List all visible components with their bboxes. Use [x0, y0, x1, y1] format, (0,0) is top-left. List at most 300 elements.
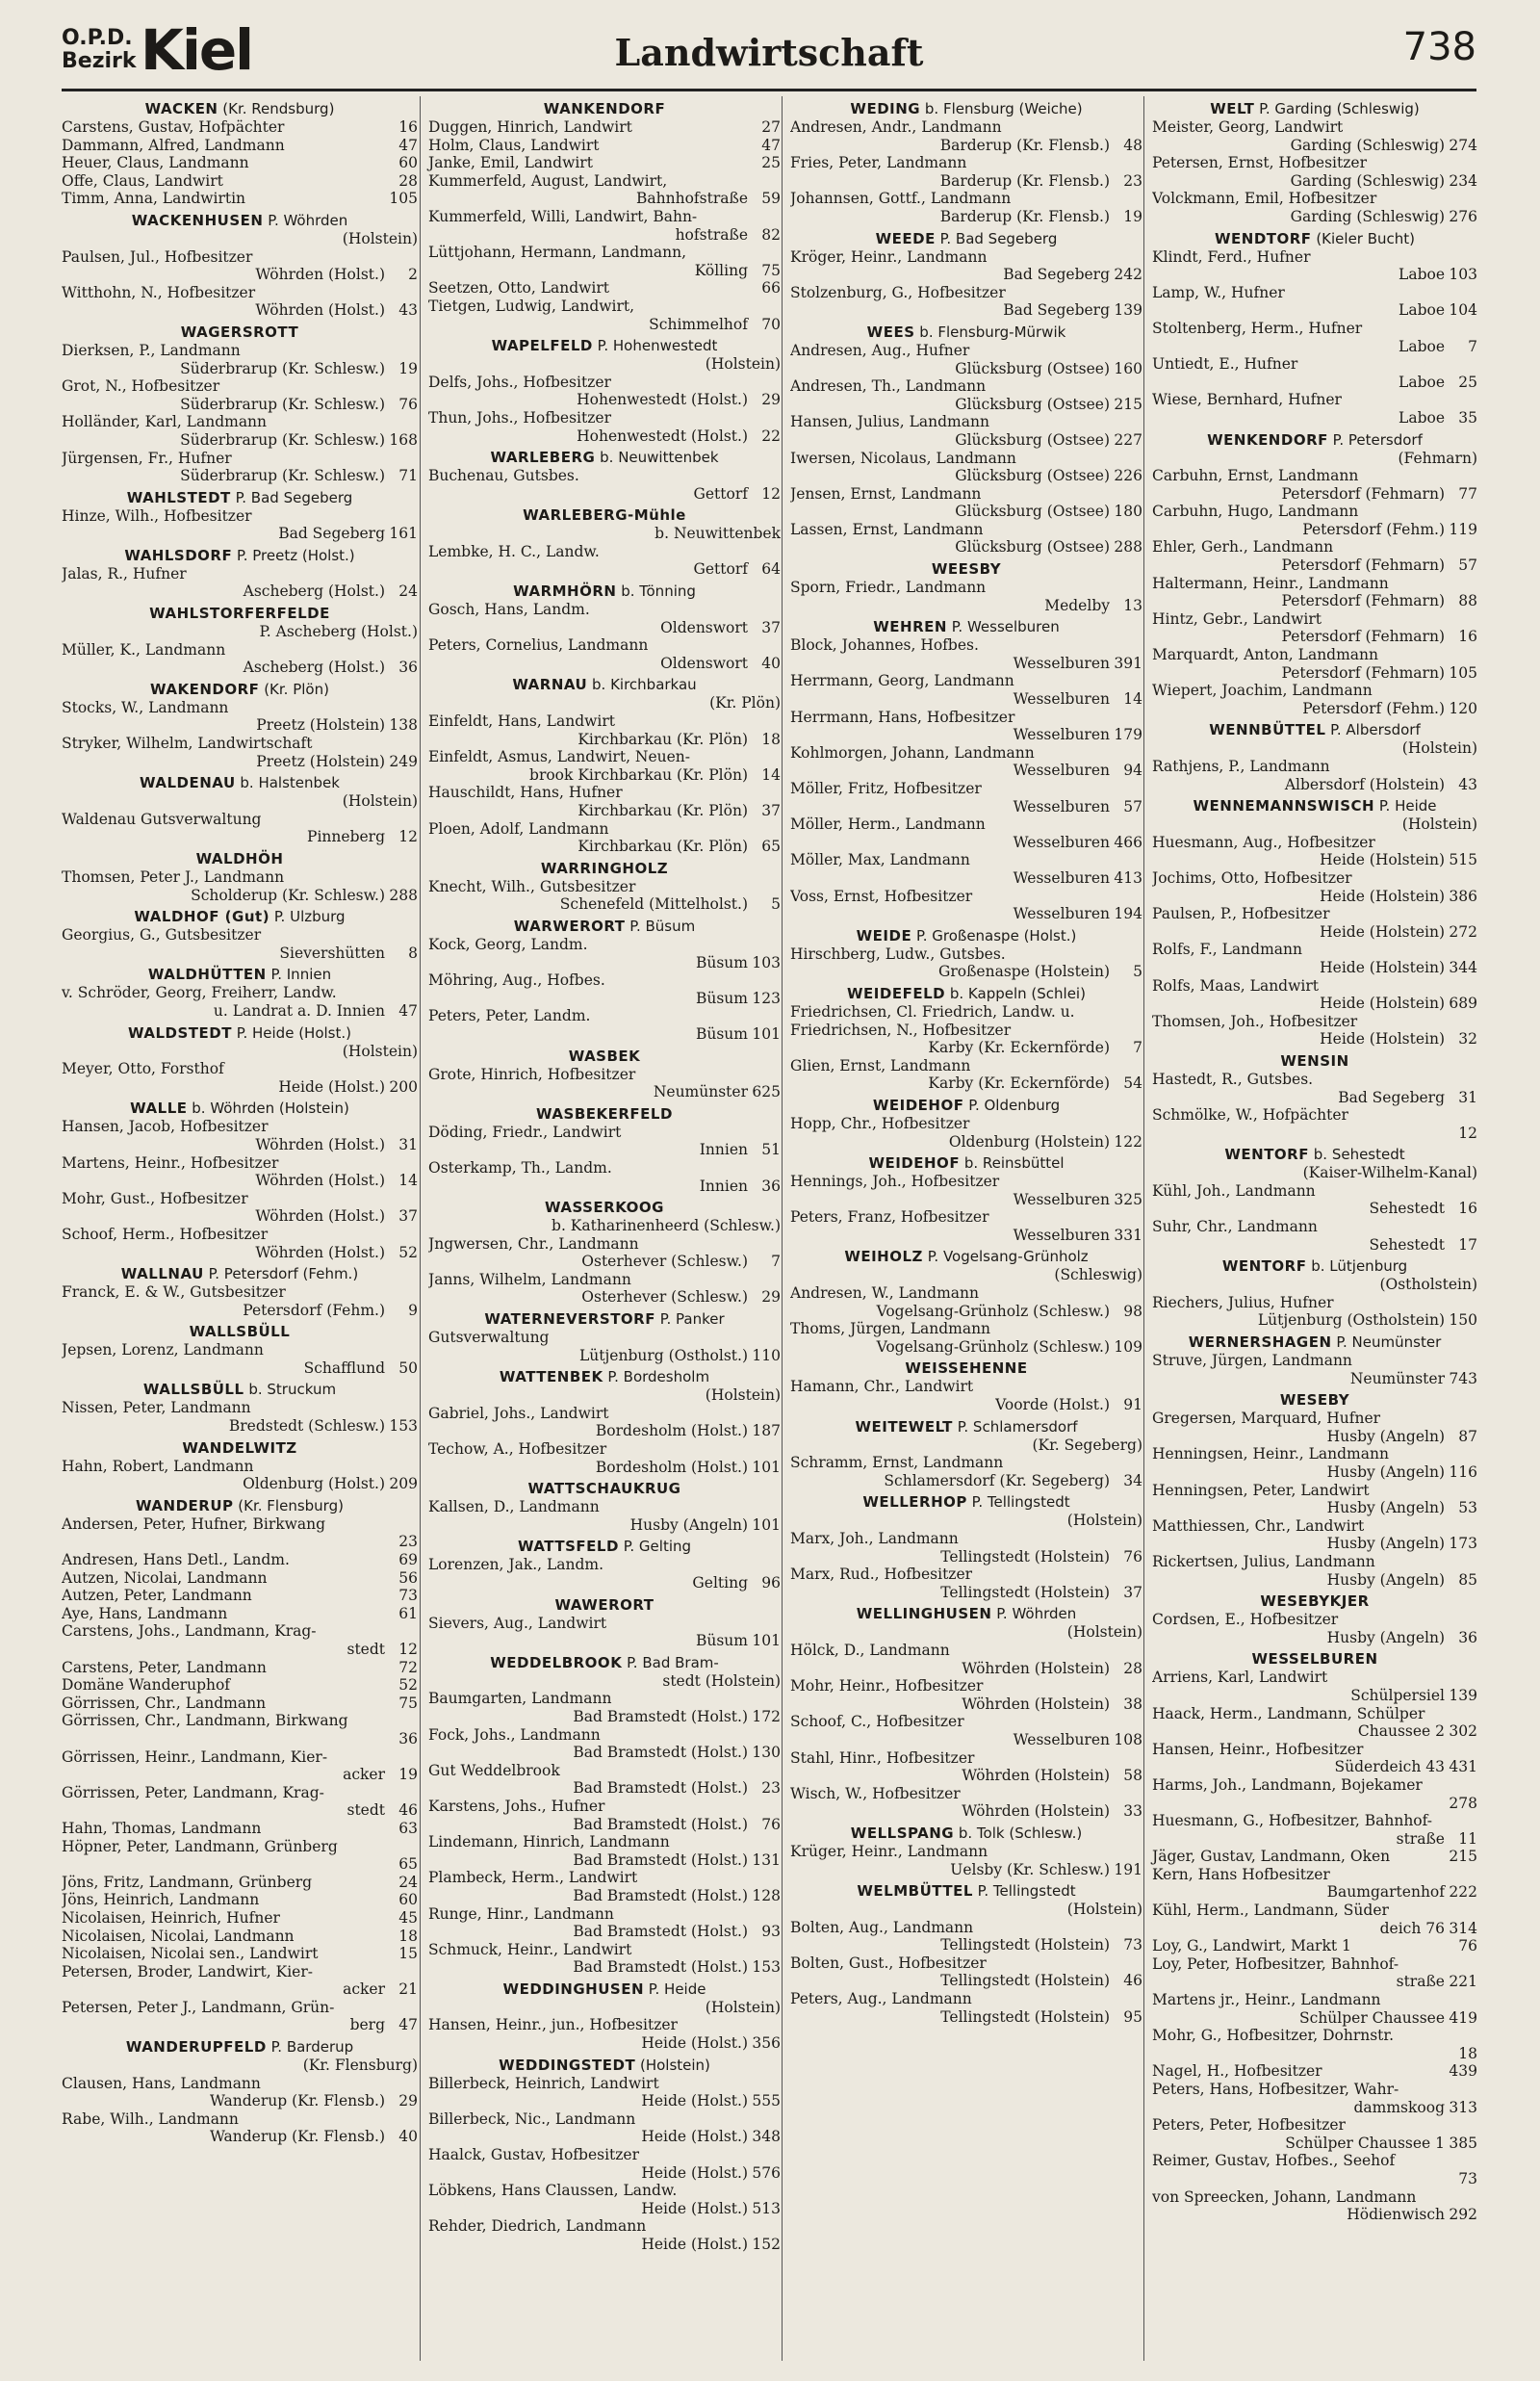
place-subline: (Ostholstein): [1379, 1276, 1477, 1294]
place-section: [62, 1380, 418, 1435]
entry-address: Wöhrden (Holst.): [255, 1207, 385, 1226]
entry-name: Martens jr., Heinr., Landmann: [1152, 1991, 1381, 2009]
entry-address: Oldenburg (Holst.): [243, 1475, 385, 1493]
entry-address: Neumünster: [653, 1083, 748, 1101]
entry-address-line: [62, 2128, 418, 2146]
entry-name: Schramm, Ernst, Landmann: [790, 1454, 1004, 1472]
place-heading: [428, 1198, 781, 1217]
entry-number: 9: [408, 1301, 418, 1319]
entry-name: Thomsen, Joh., Hofbesitzer: [1152, 1012, 1358, 1030]
place-post: P. Barderup: [270, 2038, 354, 2057]
entry-address: Voorde (Holst.): [995, 1396, 1110, 1414]
entry-name: Einfeldt, Asmus, Landwirt, Neuen-: [428, 748, 691, 766]
entry-address: Wesselburen: [1013, 654, 1110, 672]
entry-number: 53: [1458, 1499, 1477, 1517]
entry-address: Tellingstedt (Holstein): [940, 1547, 1110, 1566]
entry-address-line: [62, 525, 418, 543]
entry-name: Glien, Ernst, Landmann: [790, 1056, 971, 1074]
place-heading: [1152, 1051, 1477, 1071]
place-post: P. Oldenburg: [968, 1096, 1061, 1114]
directory-entry: [428, 971, 781, 1007]
directory-entry: [1152, 1517, 1477, 1553]
directory-entry: [428, 1271, 781, 1307]
directory-entry: [428, 279, 781, 298]
entry-line: [1152, 1937, 1477, 1955]
entry-address: Wöhrden (Holst.): [255, 1243, 385, 1261]
entry-number: 47: [398, 2016, 418, 2034]
entry-number: 93: [761, 1923, 781, 1941]
entry-address-line: [428, 2092, 781, 2110]
entry-address: Gelting: [692, 1574, 748, 1592]
entry-number: 23: [1123, 171, 1142, 190]
entry-address-line: [1152, 1758, 1477, 1776]
entry-number: 52: [398, 1243, 418, 1261]
entry-address: Wesselburen: [1013, 690, 1110, 709]
entry-address-line: [1152, 374, 1477, 392]
place-section: [62, 488, 418, 543]
entry-address-line: [790, 360, 1142, 378]
directory-entry: [790, 248, 1142, 284]
entry-number: 14: [1123, 690, 1142, 709]
entry-name: Holm, Claus, Landwirt: [428, 136, 600, 154]
entry-name: Riechers, Julius, Hufner: [1152, 1293, 1334, 1311]
place-name: WELLINGHUSEN: [856, 1605, 992, 1623]
entry-number: 36: [398, 659, 418, 677]
entry-address-line: [1152, 1236, 1477, 1255]
entry-number: 25: [1458, 373, 1477, 391]
place-subline: (Holstein): [1066, 1901, 1142, 1919]
entry-number: 242: [1114, 266, 1142, 284]
entry-address: Husby (Angeln): [1326, 1628, 1445, 1646]
entry-address-line: [1152, 888, 1477, 906]
directory-entry: [62, 1341, 418, 1377]
entry-name: Block, Johannes, Hofbes.: [790, 636, 979, 655]
place-heading: [1152, 1256, 1477, 1276]
directory-entry: [62, 342, 418, 377]
entry-name: Kohlmorgen, Johann, Landmann: [790, 743, 1035, 762]
entry-address: Schülper Chaussee: [1299, 2008, 1445, 2027]
place-post: b. Tönning: [621, 582, 696, 601]
entry-number: 85: [1458, 1570, 1477, 1589]
entry-address-line: [62, 1207, 418, 1226]
directory-entry: [1152, 467, 1477, 503]
entry-address-line: [62, 887, 418, 905]
place-name: WALDSTEDT: [128, 1023, 232, 1042]
entry-number: 249: [389, 752, 418, 770]
directory-entry: [1152, 248, 1477, 284]
entry-address-line: [790, 301, 1142, 320]
entry-number: 56: [398, 1568, 418, 1587]
directory-entry: [428, 1905, 781, 1941]
entry-name: Möller, Max, Landmann: [790, 851, 970, 869]
entry-address: Glücksburg (Ostsee): [955, 467, 1110, 485]
directory-entry: [62, 190, 418, 208]
entry-address: Schlamersdorf (Kr. Segeberg): [884, 1471, 1110, 1489]
entry-number: 37: [761, 802, 781, 819]
entry-address-line: [62, 1302, 418, 1320]
entry-number: 200: [389, 1077, 418, 1096]
entry-address-line: [428, 1516, 781, 1535]
entry-number: 16: [1458, 628, 1477, 646]
entry-address-line: [1152, 1428, 1477, 1446]
entry-name: Kröger, Heinr., Landmann: [790, 247, 988, 266]
directory-entry: [1152, 977, 1477, 1013]
place-name: WAHLSTEDT: [126, 488, 231, 506]
directory-entry: [62, 735, 418, 770]
place-name: WAPELFELD: [491, 337, 593, 355]
place-name: WENNEMANNSWISCH: [1193, 797, 1375, 815]
directory-entry: [1152, 1218, 1477, 1254]
entry-name: Suhr, Chr., Landmann: [1152, 1218, 1318, 1236]
place-name: WATERNEVERSTORF: [484, 1310, 655, 1329]
entry-name: Offe, Claus, Landwirt: [62, 171, 223, 190]
place-section: [790, 1153, 1142, 1244]
entry-name: Franck, E. & W., Gutsbesitzer: [62, 1283, 286, 1302]
place-name: WESEBYKJER: [1260, 1592, 1370, 1611]
place-section: [790, 1359, 1142, 1413]
directory-entry: [62, 984, 418, 1020]
place-post: P. Innien: [270, 966, 332, 984]
entry-address-line: [428, 391, 781, 409]
place-section: [428, 1104, 781, 1195]
place-section: [62, 323, 418, 485]
place-section: [62, 2037, 418, 2146]
entry-line: [62, 1820, 418, 1838]
entry-address: Barderup (Kr. Flensb.): [939, 136, 1110, 154]
place-post: P. Vogelsang-Grünholz: [927, 1248, 1089, 1266]
directory-entry: [1152, 1294, 1477, 1330]
entry-address: Wöhrden (Holst.): [255, 301, 385, 320]
entry-address: Wöhrden (Holstein): [962, 1695, 1110, 1713]
directory-entry: [790, 284, 1142, 320]
entry-address-line: [1152, 301, 1477, 320]
directory-entry: [428, 2016, 781, 2052]
entry-number: 743: [1449, 1369, 1477, 1387]
entry-address: Wesselburen: [1013, 726, 1110, 744]
directory-entry: [428, 118, 781, 137]
entry-address: Büsum: [695, 1024, 748, 1043]
place-section: [790, 617, 1142, 923]
entry-address-line: [428, 1025, 781, 1044]
entry-number: 209: [389, 1475, 418, 1493]
entry-number: 28: [1123, 1659, 1142, 1677]
entry-name: Autzen, Nicolai, Landmann: [62, 1568, 268, 1587]
place-subline: P. Ascheberg (Holst.): [259, 623, 418, 641]
entry-address-line: [62, 1766, 418, 1784]
place-heading: [428, 1047, 781, 1066]
entry-name: Rolfs, Maas, Landwirt: [1152, 976, 1319, 995]
entry-number: 59: [761, 190, 781, 208]
entry-name: Gosch, Hans, Landm.: [428, 601, 590, 619]
entry-number: 139: [1449, 1686, 1477, 1704]
place-subline: (Holstein): [342, 229, 418, 247]
entry-address: Innien: [699, 1141, 748, 1159]
entry-number: 194: [1114, 905, 1142, 923]
place-name: WEITEWELT: [855, 1417, 953, 1436]
directory-entry: [1152, 758, 1477, 793]
place-section: [428, 1980, 781, 2053]
entry-address: Heide (Holst.): [641, 2092, 748, 2110]
place-heading: [790, 617, 1142, 636]
place-name: WALLE: [130, 1100, 188, 1118]
entry-address: Bordesholm (Holst.): [595, 1458, 748, 1476]
place-section: [428, 1367, 781, 1476]
directory-entry: [790, 780, 1142, 815]
entry-number: 120: [1449, 699, 1477, 717]
directory-entry: [1152, 1866, 1477, 1902]
directory-entry: [790, 1022, 1142, 1057]
entry-number: 344: [1449, 958, 1477, 976]
place-section: [1152, 1051, 1477, 1142]
entry-name: Marx, Rud., Hofbesitzer: [790, 1566, 973, 1584]
entry-address-line: [62, 1172, 418, 1190]
place-post: (Kr. Rendsburg): [222, 100, 335, 117]
entry-number: 272: [1449, 922, 1477, 941]
entry-address-line: [62, 1641, 418, 1659]
entry-name: Osterkamp, Th., Landm.: [428, 1158, 612, 1177]
directory-entry: [790, 1990, 1142, 2026]
place-section: [62, 604, 418, 677]
entry-name: Stolzenburg, G., Hofbesitzer: [790, 283, 1006, 301]
place-post: b. Neuwittenbek: [600, 449, 719, 467]
directory-entry: [790, 888, 1142, 923]
place-heading: [428, 1104, 781, 1124]
entry-address: Bad Bramstedt (Holst.): [573, 1886, 748, 1904]
entry-address-line: [1152, 1795, 1477, 1813]
entry-address-line: [790, 1396, 1142, 1414]
directory-entry: [1152, 682, 1477, 717]
entry-address-line: [62, 1078, 418, 1097]
place-section: [790, 323, 1142, 556]
place-section: [62, 1264, 418, 1319]
entry-name: Georgius, G., Gutsbesitzer: [62, 926, 262, 945]
place-name: WELT: [1210, 100, 1255, 117]
directory-entry: [1152, 1705, 1477, 1741]
entry-number: 23: [761, 1779, 781, 1798]
entry-name: Hauschildt, Hans, Hufner: [428, 784, 623, 802]
place-name: WERNERSHAGEN: [1188, 1333, 1332, 1352]
entry-address-line: [62, 301, 418, 320]
entry-name: Billerbeck, Heinrich, Landwirt: [428, 2074, 659, 2092]
entry-number: 88: [1458, 592, 1477, 610]
entry-address-line: [1152, 592, 1477, 610]
directory-entry: [1152, 646, 1477, 682]
entry-number: 227: [1114, 430, 1142, 449]
entry-number: 60: [398, 1891, 418, 1909]
place-heading: [62, 773, 418, 792]
entry-number: 288: [389, 886, 418, 904]
entry-address: Petersdorf (Fehm.): [1302, 699, 1445, 717]
entry-address: Wesselburen: [1013, 1226, 1110, 1244]
entry-address: Petersdorf (Fehmarn): [1281, 556, 1445, 575]
directory-entry: [1152, 355, 1477, 391]
place-post: b. Kirchbarkau: [592, 676, 697, 694]
page-header: [62, 17, 1476, 91]
place-heading: [1152, 229, 1477, 248]
entry-line: [62, 137, 418, 155]
entry-address-line: [790, 1227, 1142, 1245]
entry-line: [62, 1874, 418, 1892]
entry-address-line: [790, 1133, 1142, 1152]
directory-entry: [62, 1784, 418, 1820]
entry-address-line: [1152, 2206, 1477, 2224]
entry-address-line: [62, 396, 418, 414]
place-post: P. Tellingstedt: [971, 1493, 1070, 1512]
entry-address: Wöhrden (Holst.): [255, 1172, 385, 1190]
entry-number: 385: [1449, 2134, 1477, 2152]
entry-number: 101: [752, 1515, 781, 1534]
entry-number: 33: [1123, 1802, 1142, 1821]
bezirk-label: Bezirk: [62, 49, 137, 73]
entry-name: Seetzen, Otto, Landwirt: [428, 279, 610, 298]
entry-address: Kirchbarkau (Kr. Plön): [578, 838, 748, 856]
entry-name: Hastedt, R., Gutsbes.: [1152, 1070, 1314, 1088]
place-post: P. Bordesholm: [607, 1368, 710, 1386]
entry-number: 76: [1458, 1937, 1477, 1955]
entry-address: Laboe: [1399, 337, 1445, 355]
entry-address-line: [428, 1816, 781, 1834]
entry-name: Carstens, Johs., Landmann, Krag-: [62, 1622, 317, 1641]
entry-number: 5: [771, 895, 781, 914]
entry-name: Andresen, Aug., Hufner: [790, 341, 970, 359]
place-name: WASSERKOOG: [545, 1199, 664, 1217]
place-heading: [428, 2056, 781, 2075]
place-section: [790, 984, 1142, 1093]
directory-entry: [790, 1713, 1142, 1748]
place-subline: (Holstein): [705, 1386, 781, 1405]
entry-address-line: [1152, 664, 1477, 683]
directory-entry: [428, 1124, 781, 1159]
directory-entry: [62, 1458, 418, 1493]
entry-number: 91: [1123, 1396, 1142, 1414]
entry-name: Jochims, Otto, Hofbesitzer: [1152, 868, 1352, 887]
entry-address: Hödienwisch: [1347, 2206, 1445, 2224]
entry-name: Mohr, G., Hofbesitzer, Dohrnstr.: [1152, 2027, 1395, 2045]
place-section: [428, 917, 781, 1044]
place-name: WENDTORF: [1214, 229, 1312, 247]
entry-number: 19: [1123, 207, 1142, 225]
entry-name: Techow, A., Hofbesitzer: [428, 1440, 607, 1459]
entry-address-line: [790, 503, 1142, 521]
entry-address: dammskoog: [1353, 2098, 1445, 2116]
entry-address: Petersdorf (Fehm.): [243, 1301, 385, 1319]
page-number: 738: [1402, 25, 1476, 69]
entry-address-line: [428, 2164, 781, 2183]
place-name: WEIHOLZ: [844, 1248, 923, 1266]
place-section: [62, 773, 418, 846]
place-heading: [428, 505, 781, 525]
entry-number: 46: [398, 1801, 418, 1820]
directory-entry: [790, 1530, 1142, 1566]
directory-entry: [62, 699, 418, 735]
entry-name: Jensen, Ernst, Landmann: [790, 484, 982, 503]
directory-entry: [62, 2075, 418, 2110]
place-heading: [62, 1264, 418, 1283]
directory-entry: [62, 1712, 418, 1747]
entry-address-line: [790, 597, 1142, 615]
place-section: [62, 211, 418, 320]
entry-address: Hohenwestedt (Holst.): [577, 427, 748, 445]
place-section: [790, 559, 1142, 614]
directory-entry: [790, 1057, 1142, 1093]
entry-address: Süderdeich 43: [1334, 1758, 1445, 1776]
directory-entry: [62, 507, 418, 543]
entry-address-line: [1152, 1883, 1477, 1902]
place-heading: [790, 229, 1142, 248]
entry-address: acker: [343, 1766, 385, 1784]
entry-address: Bad Bramstedt (Holst.): [573, 1815, 748, 1833]
directory-entry: [428, 154, 781, 172]
entry-name: Schmölke, W., Hofpächter: [1152, 1106, 1348, 1125]
entry-number: 331: [1114, 1226, 1142, 1244]
entry-number: 7: [771, 1253, 781, 1271]
place-post: P. Wöhrden: [996, 1605, 1077, 1623]
place-heading: [62, 1023, 418, 1043]
entry-number: 57: [1458, 556, 1477, 575]
entry-address-line: [790, 655, 1142, 673]
entry-number: 419: [1449, 2008, 1477, 2027]
place-heading: [428, 1653, 781, 1672]
place-name: WEES: [866, 323, 915, 341]
directory-entry: [1152, 1937, 1477, 1955]
place-heading: [790, 984, 1142, 1003]
directory-entry: [790, 1785, 1142, 1821]
entry-address: Vogelsang-Grünholz (Schlesw.): [876, 1302, 1110, 1320]
entry-name: Friedrichsen, N., Hofbesitzer: [790, 1021, 1012, 1039]
entry-name: Stryker, Wilhelm, Landwirtschaft: [62, 735, 313, 753]
entry-number: 47: [398, 136, 418, 154]
place-name: WALLSBÜLL: [142, 1381, 244, 1399]
entry-name: Mohr, Heinr., Hofbesitzer: [790, 1677, 984, 1695]
entry-name: Heuer, Claus, Landmann: [62, 154, 249, 172]
entry-address-line: [1152, 137, 1477, 155]
entry-number: 38: [1123, 1695, 1142, 1713]
entry-line: [62, 1659, 418, 1677]
place-name: WALDHÜTTEN: [147, 966, 267, 984]
directory-entry: [1152, 1991, 1477, 2027]
entry-number: 413: [1114, 868, 1142, 887]
entry-address: Petersdorf (Fehm.): [1302, 520, 1445, 538]
place-heading: [62, 1322, 418, 1341]
place-section: [62, 907, 418, 962]
entry-address: Wanderup (Kr. Flensb.): [209, 2128, 385, 2146]
entry-name: Kock, Georg, Landm.: [428, 935, 588, 953]
entry-number: 314: [1449, 1919, 1477, 1937]
entry-address-line: [62, 1244, 418, 1262]
entry-address-line: [790, 1191, 1142, 1209]
entry-name: Stocks, W., Landmann: [62, 698, 229, 716]
entry-address: Heide (Holstein): [1320, 887, 1445, 905]
place-section: [1152, 430, 1477, 718]
place-heading: [790, 323, 1142, 342]
directory-entry: [790, 342, 1142, 377]
entry-address: Bad Bramstedt (Holst.): [573, 1779, 748, 1798]
entry-name: Jöns, Heinrich, Landmann: [62, 1891, 260, 1909]
entry-number: 13: [1123, 596, 1142, 614]
entry-name: Wisch, W., Hofbesitzer: [790, 1784, 961, 1802]
entry-name: Peters, Aug., Landmann: [790, 1990, 972, 2008]
place-post: P. Preetz (Holst.): [237, 546, 355, 564]
entry-line: [62, 172, 418, 191]
entry-name: Domäne Wanderuphof: [62, 1676, 231, 1695]
entry-name: Thoms, Jürgen, Landmann: [790, 1320, 991, 1338]
entry-address: Schülper Chaussee 1: [1285, 2134, 1445, 2152]
entry-number: 105: [1449, 663, 1477, 682]
entry-address: Kirchbarkau (Kr. Plön): [578, 730, 748, 748]
entry-address: Süderbrarup (Kr. Schlesw.): [180, 395, 385, 413]
entry-address-line: [1152, 1089, 1477, 1107]
entry-number: 29: [761, 1288, 781, 1307]
